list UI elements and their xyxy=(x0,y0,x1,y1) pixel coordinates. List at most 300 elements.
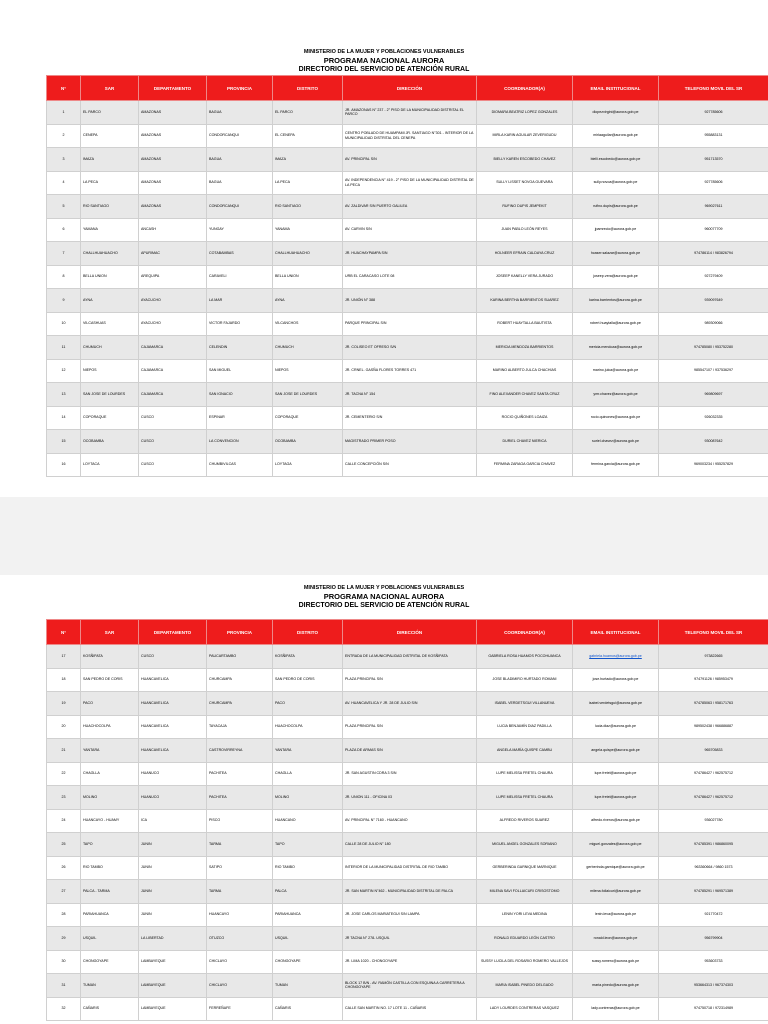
cell-department: LAMBAYEQUE xyxy=(139,950,207,974)
cell-sar-name: OCOBAMBA xyxy=(81,430,139,454)
cell-phone: 974791126 / 985953479 xyxy=(659,668,768,692)
cell-coordinator: MARIA ISABEL PINEDO DELGADO xyxy=(477,974,573,998)
cell-address: JR. AMAZONAS N° 237 - 2° PISO DE LA MUNICIPALIDAD DISTRITAL EL PARCO xyxy=(343,101,477,125)
cell-sar-name: SAN PEDRO DE CORIS xyxy=(81,668,139,692)
cell-district: EL CENEPA xyxy=(273,124,343,148)
cell-row-number: 2 xyxy=(47,124,81,148)
cell-email[interactable]: jose.hurtado@aurora.gob.pe xyxy=(573,668,659,692)
cell-address: JR. JOSE CARLOS MARIATEGUI S/N LAMPA xyxy=(343,903,477,927)
cell-department: LAMBAYEQUE xyxy=(139,974,207,998)
cell-phone: 960077709 xyxy=(659,218,768,242)
table-row xyxy=(47,218,768,242)
cell-row-number: 12 xyxy=(47,359,81,383)
cell-row-number: 23 xyxy=(47,786,81,810)
cell-address: MAGISTRADO PRIMER POSO xyxy=(343,430,477,454)
cell-row-number: 17 xyxy=(47,645,81,669)
cell-district: YANAMA xyxy=(273,218,343,242)
cell-province: BAGUA xyxy=(207,171,273,195)
cell-row-number: 13 xyxy=(47,383,81,407)
cell-department: AREQUIPA xyxy=(139,265,207,289)
cell-sar-name: USQUIL xyxy=(81,927,139,951)
cell-row-number: 32 xyxy=(47,997,81,1021)
cell-department: CUSCO xyxy=(139,453,207,477)
cell-sar-name: MOLINO xyxy=(81,786,139,810)
cell-sar-name: LA PECA xyxy=(81,171,139,195)
cell-sar-name: SAN JOSE DE LOURDES xyxy=(81,383,139,407)
table-row xyxy=(47,997,768,1021)
table-row xyxy=(47,453,768,477)
cell-district: CHALLHUAHUACHO xyxy=(273,242,343,266)
cell-district: IMAZA xyxy=(273,148,343,172)
table-row xyxy=(47,101,768,125)
cell-coordinator: FERMINA ZARAGA GARCIA CHAVEZ xyxy=(477,453,573,477)
column-header-phone: TELEFONO MOVIL DEL SR xyxy=(659,76,768,101)
cell-district: CAÑARIS xyxy=(273,997,343,1021)
cell-coordinator: HOLNEER EFRAIN CALDAYA CRUZ xyxy=(477,242,573,266)
table-row xyxy=(47,809,768,833)
cell-coordinator: LUCIA BENJAMÍN DIAZ PADILLA xyxy=(477,715,573,739)
cell-phone: 974750718 / 972314989 xyxy=(659,997,768,1021)
cell-phone: 989309066 xyxy=(659,312,768,336)
cell-coordinator: DURIEL CHAVEZ NIERICA xyxy=(477,430,573,454)
cell-province: TARMA xyxy=(207,880,273,904)
cell-row-number: 29 xyxy=(47,927,81,951)
cell-address: JR. HUACHAYPAMPA S/N xyxy=(343,242,477,266)
cell-phone: 936027780 xyxy=(659,809,768,833)
cell-province: OTUZCO xyxy=(207,927,273,951)
cell-phone: 989502438 / 966886887 xyxy=(659,715,768,739)
table-row xyxy=(47,739,768,763)
cell-coordinator: SUSSY LUCILA DEL ROSARIO ROMERO VALLEJOS xyxy=(477,950,573,974)
cell-email[interactable]: lenin.leva@aurora.gob.pe xyxy=(573,903,659,927)
cell-province: CONDORCANQUI xyxy=(207,195,273,219)
cell-phone: 969003234 / 955257829 xyxy=(659,453,768,477)
cell-district: SAN JOSE DE LOURDES xyxy=(273,383,343,407)
cell-email[interactable]: alfredo.riveros@aurora.gob.pe xyxy=(573,809,659,833)
table-row xyxy=(47,383,768,407)
cell-coordinator: RONALD EDUARDO LEÓN CASTRO xyxy=(477,927,573,951)
cell-province: PACHITEA xyxy=(207,762,273,786)
cell-address: PLAZA PRINCIPAL S/N xyxy=(343,668,477,692)
cell-phone: 953603733 xyxy=(659,950,768,974)
cell-department: AMAZONAS xyxy=(139,195,207,219)
cell-address: CALLE 28 DE JULIO N° 180 xyxy=(343,833,477,857)
cell-email[interactable]: mericia.mendoza@aurora.gob.pe xyxy=(573,336,659,360)
cell-province: SAN IGNACIO xyxy=(207,383,273,407)
column-header-phone: TELEFONO MOVIL DEL SR xyxy=(659,620,768,645)
cell-sar-name: COPORAQUE xyxy=(81,406,139,430)
directory-table-1 xyxy=(46,75,768,477)
cell-sar-name: AYNA xyxy=(81,289,139,313)
cell-province: VICTOR FAJARDO xyxy=(207,312,273,336)
cell-address: CALLE CONCEPCIÓN S/N xyxy=(343,453,477,477)
cell-phone: 973822665 xyxy=(659,645,768,669)
cell-district: CHAGLLA xyxy=(273,762,343,786)
cell-coordinator: JUAN PABLO LEÓN REYES xyxy=(477,218,573,242)
cell-address: CENTRO POBLADO DE HUAMPAMI JR. SANTIAGO N°301 - INTERIOR DE LA MUNICIPALIDAD DISTRITAL DEL CENEPA xyxy=(343,124,477,148)
cell-district: HUANCANO xyxy=(273,809,343,833)
page-1 xyxy=(0,48,768,75)
cell-sar-name: YANTARA xyxy=(81,739,139,763)
cell-department: CUSCO xyxy=(139,430,207,454)
column-header-address: DIRECCIÓN xyxy=(343,76,477,101)
cell-sar-name: PALCA - TARMA xyxy=(81,880,139,904)
cell-district: KOSÑIPATA xyxy=(273,645,343,669)
cell-row-number: 30 xyxy=(47,950,81,974)
cell-sar-name: TAPO xyxy=(81,833,139,857)
cell-sar-name: EL PARCO xyxy=(81,101,139,125)
cell-district: RIO TAMBO xyxy=(273,856,343,880)
cell-department: AMAZONAS xyxy=(139,101,207,125)
table-row xyxy=(47,974,768,998)
cell-sar-name: CHALLHUAHUACHO xyxy=(81,242,139,266)
cell-district: EL PARCO xyxy=(273,101,343,125)
cell-coordinator: MILENA SAVI FOLLAICURI CRISOSTOMO xyxy=(477,880,573,904)
cell-address: INTERIOR DE LA MUNICIPALIDAD DISTRITAL DE RIO TAMBO xyxy=(343,856,477,880)
cell-province: BAGUA xyxy=(207,101,273,125)
table-row xyxy=(47,833,768,857)
cell-email[interactable]: milena.follaicuri@aurora.gob.pe xyxy=(573,880,659,904)
cell-department: AMAZONAS xyxy=(139,124,207,148)
cell-district: AYNA xyxy=(273,289,343,313)
cell-district: OCOBAMBA xyxy=(273,430,343,454)
cell-email[interactable]: joseep.vera@aurora.gob.pe xyxy=(573,265,659,289)
cell-phone: 974786114 / 983826794 xyxy=(659,242,768,266)
cell-phone: 974786427 / 962575712 xyxy=(659,762,768,786)
cell-row-number: 5 xyxy=(47,195,81,219)
cell-department: CAJAMARCA xyxy=(139,383,207,407)
cell-row-number: 25 xyxy=(47,833,81,857)
cell-department: HUANCAVELICA xyxy=(139,715,207,739)
cell-province: CHICLAYO xyxy=(207,950,273,974)
table-row xyxy=(47,124,768,148)
table-row xyxy=(47,242,768,266)
cell-department: HUANCAVELICA xyxy=(139,739,207,763)
cell-phone: 955883131 xyxy=(659,124,768,148)
table-row xyxy=(47,195,768,219)
cell-district: PACO xyxy=(273,692,343,716)
cell-row-number: 26 xyxy=(47,856,81,880)
cell-row-number: 16 xyxy=(47,453,81,477)
cell-district: BELLA UNION xyxy=(273,265,343,289)
cell-row-number: 20 xyxy=(47,715,81,739)
cell-row-number: 3 xyxy=(47,148,81,172)
cell-province: BAGUA xyxy=(207,148,273,172)
cell-phone: 930087642 xyxy=(659,430,768,454)
cell-coordinator: MIRLA KARIN AGUILAR ZEVERIGUDU xyxy=(477,124,573,148)
cell-address: JR. UNIÓN N° 388 xyxy=(343,289,477,313)
cell-department: HUANUCO xyxy=(139,786,207,810)
cell-coordinator: DIOMARA BEATRIZ LOPEZ GONZALES xyxy=(477,101,573,125)
cell-phone: 985547107 / 937536297 xyxy=(659,359,768,383)
column-header-sar-name: SAR xyxy=(81,620,139,645)
cell-email[interactable]: karina.barrientos@aurora.gob.pe xyxy=(573,289,659,313)
column-header-department: DEPARTAMENTO xyxy=(139,620,207,645)
cell-district: USQUIL xyxy=(273,927,343,951)
cell-province: CASTROVIRREYNA xyxy=(207,739,273,763)
cell-email[interactable]: mirlaaguilar@aurora.gob.pe xyxy=(573,124,659,148)
cell-phone: 974785080 / 953752280 xyxy=(659,336,768,360)
cell-district: HUACHOCOLPA xyxy=(273,715,343,739)
cell-department: HUANUCO xyxy=(139,762,207,786)
table-row xyxy=(47,406,768,430)
cell-sar-name: CHUMUCH xyxy=(81,336,139,360)
cell-sar-name: RIO TAMBO xyxy=(81,856,139,880)
column-header-province: PROVINCIA xyxy=(207,76,273,101)
cell-department: ANCASH xyxy=(139,218,207,242)
cell-email[interactable]: angela.quispe@aurora.gob.pe xyxy=(573,739,659,763)
column-header-row-number: N° xyxy=(47,620,81,645)
program-title: PROGRAMA NACIONAL AURORA xyxy=(323,56,445,65)
cell-district: YANTARA xyxy=(273,739,343,763)
column-header-coordinator: COORDINADOR(A) xyxy=(477,76,573,101)
table-row xyxy=(47,430,768,454)
cell-province: LA CONVENCION xyxy=(207,430,273,454)
cell-district: SAN PEDRO DE CORIS xyxy=(273,668,343,692)
cell-province: TAYACAJA xyxy=(207,715,273,739)
cell-sar-name: IMAZA xyxy=(81,148,139,172)
cell-department: CUSCO xyxy=(139,645,207,669)
cell-province: CHICLAYO xyxy=(207,974,273,998)
column-header-sar-name: SAR xyxy=(81,76,139,101)
cell-email[interactable]: fermina.garcia@aurora.gob.pe xyxy=(573,453,659,477)
cell-email[interactable]: hcaser.salazar@aurora.gob.pe xyxy=(573,242,659,266)
cell-email[interactable]: gerberinda.garnique@aurora.gob.pe xyxy=(573,856,659,880)
cell-sar-name: VILCASHUAS xyxy=(81,312,139,336)
cell-coordinator: FINO ALEXANDER CHAVEZ SANTA CRUZ xyxy=(477,383,573,407)
cell-address: JR. CEMENTERIO S/N xyxy=(343,406,477,430)
table-row xyxy=(47,289,768,313)
table-row xyxy=(47,265,768,289)
cell-district: RIO SANTIAGO xyxy=(273,195,343,219)
cell-province: ESPINAR xyxy=(207,406,273,430)
cell-email[interactable]: rocio.quinones@aurora.gob.pe xyxy=(573,406,659,430)
cell-address: URB EL CARACASO LOTE 08 xyxy=(343,265,477,289)
cell-row-number: 1 xyxy=(47,101,81,125)
cell-province: CONDORCANQUI xyxy=(207,124,273,148)
cell-district: TUMAN xyxy=(273,974,343,998)
cell-department: CAJAMARCA xyxy=(139,336,207,360)
table-row xyxy=(47,336,768,360)
cell-row-number: 7 xyxy=(47,242,81,266)
cell-coordinator: ROCIO QUIÑONES LOAIZA xyxy=(477,406,573,430)
cell-address: JR. SAN AGUSTIN CDRA 3 S/N xyxy=(343,762,477,786)
cell-coordinator: LADY LOURDES CONTRERAS VASQUEZ xyxy=(477,997,573,1021)
cell-email[interactable]: ymr.chavez@aurora.gob.pe xyxy=(573,383,659,407)
cell-row-number: 14 xyxy=(47,406,81,430)
cell-phone: 939097649 xyxy=(659,289,768,313)
cell-email[interactable]: gabriela.huamos@aurora.gob.pe xyxy=(573,645,659,669)
cell-email[interactable]: sussy.romero@aurora.gob.pe xyxy=(573,950,659,974)
cell-phone: 951713570 xyxy=(659,148,768,172)
cell-coordinator: JOSEEP KANELLY VERA JURADO xyxy=(477,265,573,289)
cell-district: PARIAHUANCA xyxy=(273,903,343,927)
cell-row-number: 15 xyxy=(47,430,81,454)
cell-row-number: 31 xyxy=(47,974,81,998)
cell-province: CHUMBIVILCAS xyxy=(207,453,273,477)
column-header-email: EMAIL INSTITUCIONAL xyxy=(573,76,659,101)
cell-province: PAUCARTAMBO xyxy=(207,645,273,669)
cell-district: CHUMUCH xyxy=(273,336,343,360)
cell-sar-name: RIO SANTIAGO xyxy=(81,195,139,219)
cell-province: HUANCAYO xyxy=(207,903,273,927)
cell-coordinator: MARINO ALBERTO JULCA CHACHIAS xyxy=(477,359,573,383)
cell-email[interactable]: miguel.gonzales@aurora.gob.pe xyxy=(573,833,659,857)
cell-email[interactable]: robert.huaytalla@aurora.gob.pe xyxy=(573,312,659,336)
cell-address: ENTRADA DE LA MUNICIPALIDAD DISTRITAL DE KOSÑIPATA xyxy=(343,645,477,669)
cell-sar-name: TUMAN xyxy=(81,974,139,998)
cell-coordinator: JOSE BLADIMIRO HURTADO ROMANI xyxy=(477,668,573,692)
cell-email[interactable]: isabel.verdetsgui@aurora.gob.pe xyxy=(573,692,659,716)
cell-district: PALCA xyxy=(273,880,343,904)
cell-address: AV. CARVIN S/N xyxy=(343,218,477,242)
cell-district: MOLINO xyxy=(273,786,343,810)
cell-email[interactable]: ronald.leon@aurora.gob.pe xyxy=(573,927,659,951)
cell-coordinator: SULLY LISSET NOVOA GUEVARA xyxy=(477,171,573,195)
cell-phone: 953664313 / 967374303 xyxy=(659,974,768,998)
cell-phone: 927785606 xyxy=(659,101,768,125)
cell-email[interactable]: sully.novoa@aurora.gob.pe xyxy=(573,171,659,195)
table-row xyxy=(47,715,768,739)
cell-province: CELENDIN xyxy=(207,336,273,360)
cell-district: VILCANCHOS xyxy=(273,312,343,336)
column-header-row-number: N° xyxy=(47,76,81,101)
cell-email[interactable]: lady.contreras@aurora.gob.pe xyxy=(573,997,659,1021)
cell-sar-name: LOYTACA xyxy=(81,453,139,477)
table-row xyxy=(47,148,768,172)
cell-sar-name: PARIAHUANCA xyxy=(81,903,139,927)
cell-phone: 974785391 / 986860095 xyxy=(659,833,768,857)
cell-coordinator: LUPE MELISSA FRETEL CHAURA xyxy=(477,786,573,810)
cell-email[interactable]: suriel.chavez@aurora.gob.pe xyxy=(573,430,659,454)
cell-department: LA LIBERTAD xyxy=(139,927,207,951)
cell-department: AYACUCHO xyxy=(139,289,207,313)
cell-department: HUANCAVELICA xyxy=(139,692,207,716)
cell-department: JUNIN xyxy=(139,856,207,880)
cell-coordinator: ISABEL VERDETSGUI VILLANUEVA xyxy=(477,692,573,716)
cell-email[interactable]: lupe.fretel@aurora.gob.pe xyxy=(573,762,659,786)
cell-address: PLAZA PRINCIPAL S/N xyxy=(343,715,477,739)
cell-sar-name: CHONGOYAPE xyxy=(81,950,139,974)
cell-row-number: 28 xyxy=(47,903,81,927)
cell-row-number: 11 xyxy=(47,336,81,360)
cell-phone: 969027611 xyxy=(659,195,768,219)
cell-address: AV. HUANCAVELICA Y JR. 28 DE JULIO S/N xyxy=(343,692,477,716)
table-header-row xyxy=(47,76,768,101)
program-title: PROGRAMA NACIONAL AURORA xyxy=(323,592,445,601)
cell-email[interactable]: lupe.fretel@aurora.gob.pe xyxy=(573,786,659,810)
cell-address: JR. CRNEL. GASÑA FLORES TORRES 471 xyxy=(343,359,477,383)
cell-address: BLOCK 17 B/N - AV. RAMÓN CASTILLA CON ESQUINA A CARRETERA A CHONGOYAPE xyxy=(343,974,477,998)
page-break xyxy=(0,497,768,575)
cell-coordinator: GABRIELA ROSA HUAMOS POCOHUANCA xyxy=(477,645,573,669)
cell-phone: 956799904 xyxy=(659,927,768,951)
cell-address: PLAZA DE ARMAS S/N xyxy=(343,739,477,763)
cell-address: AV. PRINCIPAL N° 7160 - HUANCANO xyxy=(343,809,477,833)
cell-address: JR. UNION 111 - OFICINA 03 xyxy=(343,786,477,810)
cell-row-number: 24 xyxy=(47,809,81,833)
table-row xyxy=(47,359,768,383)
cell-email[interactable]: maria.pinedo@aurora.gob.pe xyxy=(573,974,659,998)
table-row xyxy=(47,692,768,716)
cell-row-number: 10 xyxy=(47,312,81,336)
cell-coordinator: ROBERT HUAYTALLA BAUTISTA xyxy=(477,312,573,336)
directory-title: DIRECTORIO DEL SERVICIO DE ATENCIÓN RURAL xyxy=(298,602,470,609)
cell-address: JR. LIMA 1020 - CHONGOYAPE xyxy=(343,950,477,974)
cell-email[interactable]: jpamrecio@aurora.gob.pe xyxy=(573,218,659,242)
cell-email[interactable]: marino.julca@aurora.gob.pe xyxy=(573,359,659,383)
cell-coordinator: KARINA BERTHA BARRIENTOS SUAREZ xyxy=(477,289,573,313)
cell-address: PARQUE PRINCIPAL S/N xyxy=(343,312,477,336)
cell-row-number: 21 xyxy=(47,739,81,763)
cell-sar-name: CHAGLLA xyxy=(81,762,139,786)
cell-phone: 927785606 xyxy=(659,171,768,195)
cell-province: CHURCAMPA xyxy=(207,692,273,716)
cell-email[interactable]: rufino.dupis@aurora.gob.pe xyxy=(573,195,659,219)
column-header-province: PROVINCIA xyxy=(207,620,273,645)
cell-phone: 974785291 / 969571389 xyxy=(659,880,768,904)
cell-sar-name: HUACHOCOLPA xyxy=(81,715,139,739)
cell-coordinator: ALFREDO RIVEROS SUAREZ xyxy=(477,809,573,833)
table-row xyxy=(47,762,768,786)
cell-address: AV. INDEPENDENCIA N° 419 - 2° PISO DE LA MUNICIPALIDAD DISTRITAL DE LA PECA xyxy=(343,171,477,195)
cell-sar-name: CAÑARIS xyxy=(81,997,139,1021)
cell-district: COPORAQUE xyxy=(273,406,343,430)
cell-province: COTABAMBAS xyxy=(207,242,273,266)
cell-sar-name: KOSÑIPATA xyxy=(81,645,139,669)
cell-province: CHURCAMPA xyxy=(207,668,273,692)
cell-sar-name: YAMANA xyxy=(81,218,139,242)
cell-province: SATIPO xyxy=(207,856,273,880)
cell-row-number: 27 xyxy=(47,880,81,904)
cell-province: FERREÑAFE xyxy=(207,997,273,1021)
column-header-department: DEPARTAMENTO xyxy=(139,76,207,101)
cell-email[interactable]: lucia.diaz@aurora.gob.pe xyxy=(573,715,659,739)
cell-row-number: 4 xyxy=(47,171,81,195)
cell-email[interactable]: dlopezvirgini@aurora.gob.pe xyxy=(573,101,659,125)
cell-province: LA MAR xyxy=(207,289,273,313)
ministry-title: MINISTERIO DE LA MUJER Y POBLACIONES VULNERABLES xyxy=(303,585,465,591)
cell-coordinator: LENIN YORI LEVA MEDINA xyxy=(477,903,573,927)
cell-email[interactable]: bielli.escobedo@aurora.gob.pe xyxy=(573,148,659,172)
table-row xyxy=(47,950,768,974)
page-2 xyxy=(0,584,768,611)
cell-department: JUNIN xyxy=(139,903,207,927)
cell-phone: 963360664 / 9860 1573 xyxy=(659,856,768,880)
ministry-title: MINISTERIO DE LA MUJER Y POBLACIONES VULNERABLES xyxy=(303,49,465,55)
table-row xyxy=(47,880,768,904)
cell-phone: 921770472 xyxy=(659,903,768,927)
page-1-header xyxy=(0,48,768,75)
cell-sar-name: CENEPA xyxy=(81,124,139,148)
cell-row-number: 6 xyxy=(47,218,81,242)
cell-district: NIEPOS xyxy=(273,359,343,383)
table-row xyxy=(47,645,768,669)
column-header-district: DISTRITO xyxy=(273,620,343,645)
cell-department: HUANCAVELICA xyxy=(139,668,207,692)
cell-row-number: 8 xyxy=(47,265,81,289)
page-2-header xyxy=(0,584,768,611)
cell-province: CARAVELI xyxy=(207,265,273,289)
table-row xyxy=(47,786,768,810)
cell-address: JR. SAN MARTIN N°462 - MUNICIPALIDAD DISTRITAL DE PALCA xyxy=(343,880,477,904)
cell-row-number: 22 xyxy=(47,762,81,786)
cell-row-number: 18 xyxy=(47,668,81,692)
cell-department: LAMBAYEQUE xyxy=(139,997,207,1021)
cell-phone: 926032335 xyxy=(659,406,768,430)
cell-district: TAPO xyxy=(273,833,343,857)
cell-phone: 969809697 xyxy=(659,383,768,407)
